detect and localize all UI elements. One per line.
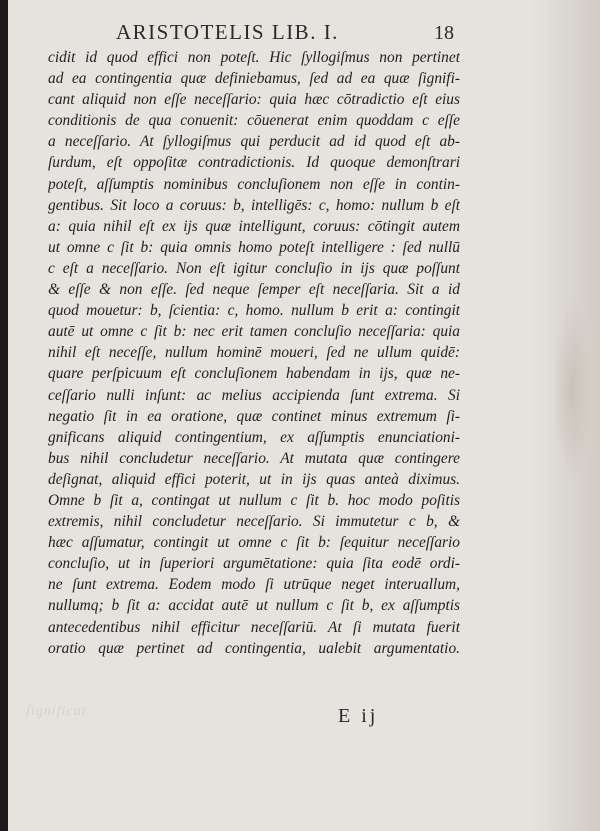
text-line: nullumq; b ſit a: accidat autē ut nullum c ſit b, ex aſſumptis bbox=[48, 597, 460, 615]
text-line: ceſſario nulli inſunt: ac melius accipienda ſunt extrema. Si bbox=[48, 386, 460, 404]
text-line: quare perſpicuum eſt concluſionem habendam in ijs, quæ ne- bbox=[48, 365, 460, 383]
text-line: ad ea contingentia quæ definiebamus, ſed ad ea quæ ſignifi- bbox=[48, 70, 460, 88]
text-line: nihil eſt neceſſe, nullum hominē moueri, ſed ne ullum quidē: bbox=[48, 344, 460, 362]
text-line: Omne b ſit a, contingat ut nullum c ſit b. hoc modo poſitis bbox=[48, 491, 460, 509]
text-line: antecedentibus nihil efficitur neceſſariū. At ſi mutata fuerit bbox=[48, 618, 460, 636]
text-line: gnificans aliquid contingentium, ex aſſumptis enunciationi- bbox=[48, 428, 460, 446]
signature-mark: E ij bbox=[338, 705, 379, 727]
body-text bbox=[48, 47, 460, 659]
text-line: quod mouetur: b, ſcientia: c, homo. nullum b erit a: contingit bbox=[48, 302, 460, 320]
text-line: & eſſe & non eſſe. ſed neque ſemper eſt neceſſaria. Sit a id bbox=[48, 281, 460, 299]
offset-ghost-text: ſignificat bbox=[26, 704, 87, 719]
paper-stain bbox=[552, 300, 592, 480]
text-line: concluſio, ut in ſuperiori argumētatione: quia ſita eodē ordi- bbox=[48, 555, 460, 573]
book-page bbox=[8, 0, 600, 831]
text-line: ne ſunt extrema. Eodem modo ſi utrūque neget interuallum, bbox=[48, 576, 460, 594]
text-line: a: quia nihil eſt ex ijs quæ intelligunt, coruus: cōtingit autem bbox=[48, 217, 460, 235]
text-line: autē ut omne c ſit b: nec erit tamen concluſio neceſſaria: quia bbox=[48, 323, 460, 341]
text-line: deſignat, aliquid effici poterit, ut in ijs quas anteà diximus. bbox=[48, 470, 460, 488]
text-line: cidit id quod effici non poteſt. Hic ſyllogiſmus non pertinet bbox=[48, 49, 460, 66]
text-line: a neceſſario. At ſyllogiſmus qui perducit ad id quod eſt ab- bbox=[48, 133, 460, 151]
text-line: oratio quæ pertinet ad contingentia, ualebit argumentatio. bbox=[48, 639, 460, 657]
text-line: bus nihil concludetur neceſſario. At mutata quæ contingere bbox=[48, 449, 460, 467]
text-line: c eſt a neceſſario. Non eſt igitur concluſio in ijs quæ poſſunt bbox=[48, 259, 460, 277]
running-head: ARISTOTELIS LIB. I. bbox=[116, 20, 339, 44]
text-line: hæc aſſumatur, contingit ut omne c ſit b: ſequitur neceſſario bbox=[48, 534, 460, 552]
text-line: conditionis de qua conuenit: cōuenerat enim quoddam c eſſe bbox=[48, 112, 460, 130]
text-line: extremis, nihil concludetur neceſſario. Si immutetur c b, & bbox=[48, 513, 460, 531]
text-line: cant aliquid non eſſe neceſſario: quia hæc cōtradictio eſt eius bbox=[48, 91, 460, 109]
text-line: ut omne c ſit b: quia omnis homo poteſt intelligere : ſed nullū bbox=[48, 238, 460, 256]
text-line: negatio ſit in ea oratione, quæ continet minus extremum ſi- bbox=[48, 407, 460, 425]
text-line: poteſt, aſſumptis nominibus concluſionem non eſſe in contin- bbox=[48, 175, 460, 193]
page-number: 18 bbox=[434, 22, 454, 44]
text-line: gentibus. Sit loco a coruus: b, intelligēs: c, homo: nullum b eſt bbox=[48, 196, 460, 214]
text-line: ſurdum, eſt oppoſitæ contradictionis. Id quoque demonſtrari bbox=[48, 154, 460, 172]
